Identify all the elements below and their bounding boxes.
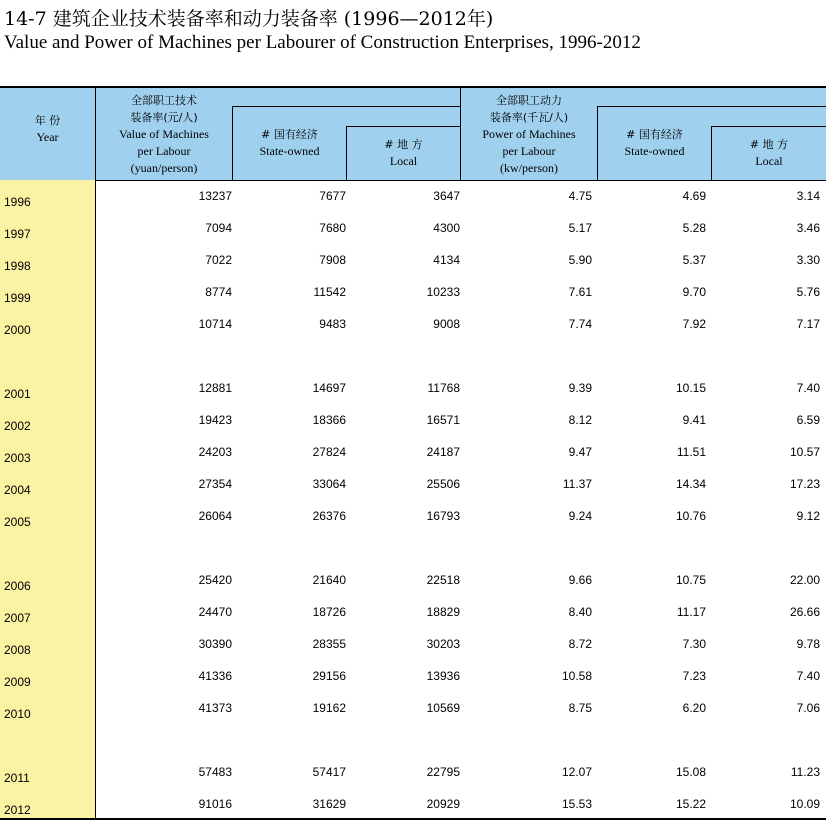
table-row: [0, 372, 826, 404]
row-cell-vl: 4134: [433, 253, 460, 267]
row-cell-vs: 11542: [313, 285, 346, 299]
row-cell-vs: 29156: [312, 669, 346, 683]
header-value-state-zh: # 国有经济: [261, 128, 318, 141]
row-cell-vs: 21640: [312, 573, 346, 587]
row-year: 2012: [4, 803, 31, 817]
row-cell-v: 19423: [198, 413, 232, 427]
header-divider: [232, 106, 460, 107]
row-cell-pl: 7.06: [796, 701, 820, 715]
row-cell-p: 5.17: [568, 221, 592, 235]
table-title-en: Value and Power of Machines per Labourer of Construction Enterprises, 1996-2012: [4, 32, 641, 53]
row-cell-vs: 28355: [312, 637, 346, 651]
row-cell-p: 8.12: [568, 413, 592, 427]
header-divider: [711, 126, 826, 127]
row-cell-v: 10714: [198, 317, 232, 331]
row-cell-pl: 7.40: [796, 381, 820, 395]
row-cell-pl: 3.14: [796, 189, 820, 203]
table-row: [0, 628, 826, 660]
row-year: 2003: [4, 451, 31, 465]
row-cell-ps: 10.15: [675, 381, 706, 395]
row-cell-p: 7.61: [568, 285, 592, 299]
table-row: [0, 500, 826, 532]
row-year: 2002: [4, 419, 31, 433]
row-cell-ps: 5.28: [682, 221, 706, 235]
row-cell-vl: 13936: [426, 669, 460, 683]
row-year: 2007: [4, 611, 31, 625]
header-power-zh: 全部职工动力 装备率(千瓦/人): [489, 94, 569, 124]
header-divider: [597, 106, 598, 180]
row-cell-ps: 14.34: [675, 477, 706, 491]
row-cell-ps: 6.20: [682, 701, 706, 715]
row-cell-p: 8.72: [568, 637, 592, 651]
row-cell-pl: 10.57: [789, 445, 820, 459]
row-year: 2000: [4, 323, 31, 337]
header-power: [461, 92, 597, 177]
row-cell-ps: 11.17: [676, 605, 706, 619]
row-cell-pl: 22.00: [789, 573, 820, 587]
row-cell-vl: 16571: [426, 413, 460, 427]
header-year-zh: 年 份: [34, 114, 61, 127]
row-cell-vs: 26376: [312, 509, 346, 523]
row-cell-vs: 18726: [312, 605, 346, 619]
row-year: 1998: [4, 259, 31, 273]
row-cell-pl: 9.12: [796, 509, 820, 523]
row-year: 2006: [4, 579, 31, 593]
table-row: [0, 692, 826, 724]
table-row: [0, 308, 826, 340]
row-year: 2008: [4, 643, 31, 657]
row-cell-ps: 9.41: [682, 413, 706, 427]
header-value-zh: 全部职工技术 装备率(元/人): [130, 94, 198, 124]
row-cell-p: 9.24: [568, 509, 592, 523]
row-year: 2001: [4, 387, 31, 401]
header-divider: [95, 88, 96, 180]
row-cell-vs: 7680: [319, 221, 346, 235]
table-row: [0, 436, 826, 468]
row-cell-pl: 17.23: [789, 477, 820, 491]
row-cell-vl: 24187: [426, 445, 460, 459]
row-cell-pl: 10.09: [789, 797, 820, 811]
row-cell-pl: 6.59: [796, 413, 820, 427]
table-title-zh: 14-7 建筑企业技术装备率和动力装备率 (1996—2012年): [4, 8, 494, 30]
row-cell-vl: 20929: [426, 797, 460, 811]
row-cell-vl: 4300: [433, 221, 460, 235]
table-row: [0, 756, 826, 788]
row-cell-p: 12.07: [561, 765, 592, 779]
header-power-local-zh: # 地 方: [749, 138, 789, 151]
table-row: [0, 660, 826, 692]
row-cell-pl: 7.40: [796, 669, 820, 683]
row-cell-ps: 7.30: [682, 637, 706, 651]
row-cell-vl: 3647: [433, 189, 460, 203]
row-cell-pl: 9.78: [796, 637, 820, 651]
row-cell-p: 9.66: [568, 573, 592, 587]
row-cell-vs: 7908: [319, 253, 346, 267]
header-divider: [346, 126, 460, 127]
header-value-state-en: State-owned: [259, 144, 320, 158]
row-cell-v: 25420: [198, 573, 232, 587]
row-year: 2009: [4, 675, 31, 689]
row-cell-ps: 11.51: [676, 445, 706, 459]
row-cell-v: 26064: [198, 509, 232, 523]
table-header: [0, 88, 826, 181]
row-cell-vl: 16793: [426, 509, 460, 523]
row-cell-v: 24203: [198, 445, 232, 459]
row-cell-ps: 7.23: [682, 669, 706, 683]
row-cell-vl: 22518: [426, 573, 460, 587]
header-year: [0, 112, 95, 146]
row-cell-vs: 31629: [312, 797, 346, 811]
row-cell-p: 15.53: [561, 797, 592, 811]
row-cell-p: 7.74: [568, 317, 592, 331]
header-divider: [597, 106, 826, 107]
row-cell-vl: 30203: [426, 637, 460, 651]
row-cell-p: 5.90: [568, 253, 592, 267]
row-cell-vs: 19162: [312, 701, 346, 715]
table-row: [0, 404, 826, 436]
row-cell-vl: 25506: [426, 477, 460, 491]
row-year: 2010: [4, 707, 31, 721]
row-year: 1996: [4, 195, 31, 209]
row-cell-v: 41336: [198, 669, 232, 683]
header-power-state-en: State-owned: [624, 144, 685, 158]
row-cell-vl: 10233: [426, 285, 460, 299]
table-row: [0, 276, 826, 308]
header-value-state: [233, 126, 346, 160]
row-cell-p: 11.37: [562, 477, 592, 491]
row-cell-vs: 18366: [312, 413, 346, 427]
table-row: [0, 596, 826, 628]
header-power-en: Power of Machines per Labour (kw/person): [482, 127, 576, 175]
table-row: [0, 212, 826, 244]
row-cell-v: 13237: [198, 189, 232, 203]
row-cell-vl: 9008: [433, 317, 460, 331]
row-cell-pl: 5.76: [796, 285, 820, 299]
row-cell-pl: 3.30: [796, 253, 820, 267]
row-year: 2005: [4, 515, 31, 529]
table-row: [0, 180, 826, 212]
row-cell-v: 24470: [198, 605, 232, 619]
row-cell-v: 41373: [198, 701, 232, 715]
row-cell-vl: 10569: [426, 701, 460, 715]
row-cell-ps: 15.22: [675, 797, 706, 811]
row-year: 1999: [4, 291, 31, 305]
row-cell-ps: 15.08: [675, 765, 706, 779]
row-cell-vs: 33064: [312, 477, 346, 491]
row-cell-pl: 11.23: [790, 765, 820, 779]
row-cell-vs: 14697: [312, 381, 346, 395]
row-cell-pl: 3.46: [796, 221, 820, 235]
table-row: [0, 788, 826, 820]
row-year: 2011: [4, 771, 30, 785]
header-value-local-zh: # 地 方: [384, 138, 423, 151]
row-year: 2004: [4, 483, 31, 497]
row-cell-p: 4.75: [568, 189, 592, 203]
row-cell-p: 10.58: [561, 669, 592, 683]
row-cell-p: 8.40: [568, 605, 592, 619]
header-value-en: Value of Machines per Labour (yuan/person): [119, 127, 209, 175]
header-value-local: [347, 136, 460, 170]
table-row: [0, 244, 826, 276]
row-cell-vl: 11768: [427, 381, 460, 395]
row-cell-ps: 10.76: [675, 509, 706, 523]
row-cell-pl: 7.17: [796, 317, 820, 331]
row-cell-pl: 26.66: [789, 605, 820, 619]
row-cell-v: 30390: [198, 637, 232, 651]
row-cell-vs: 27824: [312, 445, 346, 459]
header-divider: [346, 126, 347, 180]
row-cell-v: 7094: [205, 221, 232, 235]
row-cell-ps: 5.37: [682, 253, 706, 267]
row-cell-p: 9.39: [568, 381, 592, 395]
row-cell-v: 91016: [198, 797, 232, 811]
row-cell-vs: 7677: [319, 189, 346, 203]
row-cell-vs: 9483: [319, 317, 346, 331]
row-cell-v: 57483: [198, 765, 232, 779]
row-cell-vl: 18829: [426, 605, 460, 619]
row-cell-v: 7022: [205, 253, 232, 267]
row-cell-vs: 57417: [312, 765, 346, 779]
data-table: [0, 86, 826, 175]
header-divider: [460, 88, 461, 180]
row-cell-ps: 10.75: [675, 573, 706, 587]
table-row: [0, 564, 826, 596]
header-power-state-zh: # 国有经济: [626, 128, 683, 141]
row-cell-vl: 22795: [426, 765, 460, 779]
header-divider: [232, 106, 233, 180]
header-value: [96, 92, 232, 177]
row-cell-ps: 7.92: [682, 317, 706, 331]
header-year-en: Year: [36, 130, 59, 144]
row-cell-v: 27354: [198, 477, 232, 491]
header-value-local-en: Local: [389, 154, 418, 168]
header-power-local-en: Local: [755, 154, 783, 168]
row-cell-p: 9.47: [568, 445, 592, 459]
row-cell-ps: 4.69: [682, 189, 706, 203]
row-year: 1997: [4, 227, 31, 241]
header-power-state: [598, 126, 711, 160]
row-cell-ps: 9.70: [682, 285, 706, 299]
row-cell-p: 8.75: [568, 701, 592, 715]
header-power-local: [712, 136, 826, 170]
row-cell-v: 12881: [198, 381, 232, 395]
header-divider: [711, 126, 712, 180]
table-row: [0, 468, 826, 500]
row-cell-v: 8774: [205, 285, 232, 299]
